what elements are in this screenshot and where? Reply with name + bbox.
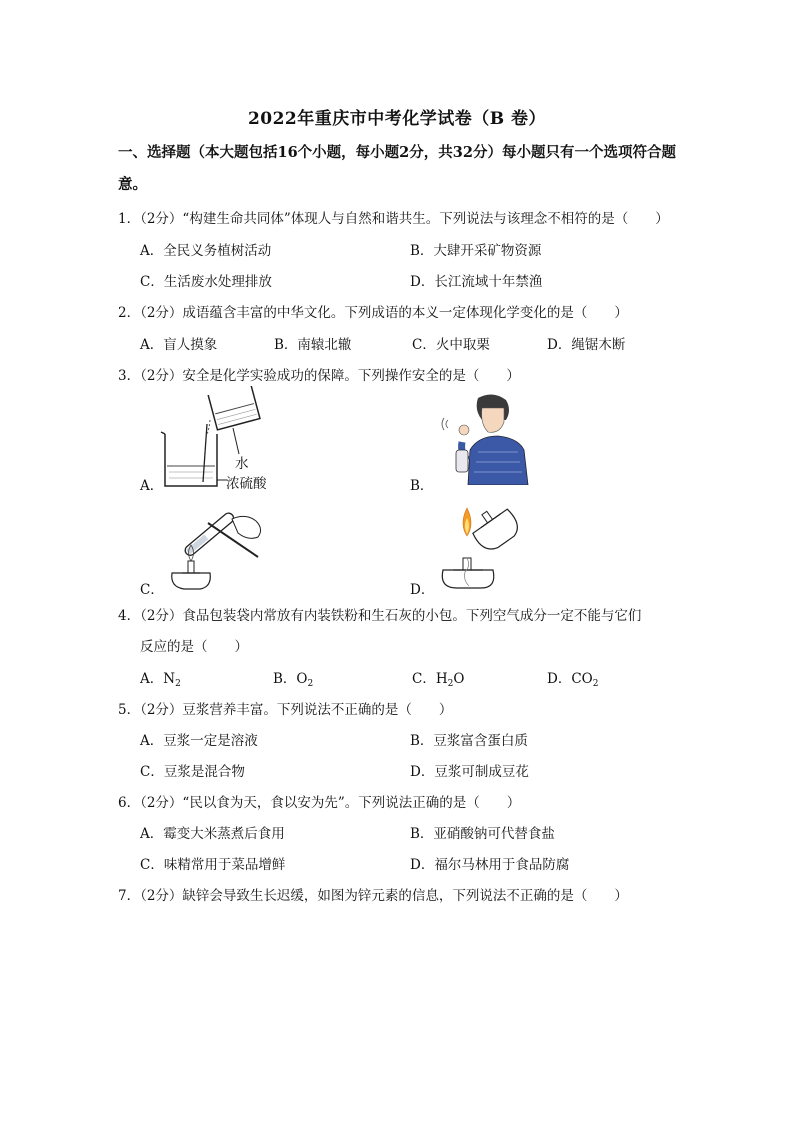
question-2-option-c: C．火中取栗 xyxy=(412,337,490,353)
question-3-stem: 3．（2分）安全是化学实验成功的保障。下列操作安全的是（ ） xyxy=(118,368,520,384)
question-5-option-b: B．豆浆富含蛋白质 xyxy=(410,733,528,749)
question-4-option-c: C．$H_2O$ xyxy=(412,671,465,689)
question-1-option-d: D．长江流域十年禁渔 xyxy=(410,274,543,290)
question-2-option-b: B．南辕北辙 xyxy=(274,337,352,353)
question-5-option-c: C．豆浆是混合物 xyxy=(140,764,245,780)
question-6-option-c: C．味精常用于菜品增鲜 xyxy=(140,857,286,873)
question-5-stem: 5．（2分）豆浆营养丰富。下列说法不正确的是（ ） xyxy=(118,702,453,718)
question-7-stem: 7．（2分）缺锌会导致生长迟缓，如图为锌元素的信息，下列说法不正确的是（ ） xyxy=(118,888,628,904)
question-1-option-c: C．生活废水处理排放 xyxy=(140,274,272,290)
question-4-stem: 4．（2分）食品包装袋内常放有内装铁粉和生石灰的小包。下列空气成分一定不能与它们 xyxy=(118,608,642,624)
question-4-option-b: B．$O_2$ xyxy=(273,671,314,689)
question-1-stem: 1．（2分）“构建生命共同体”体现人与自然和谐共生。下列说法与该理念不相符的是（ ） xyxy=(118,211,669,227)
figure-a-label-acid: 浓硫酸 xyxy=(226,476,267,492)
question-3-option-d: D． xyxy=(410,582,435,598)
question-1-option-a: A．全民义务植树活动 xyxy=(140,243,272,259)
question-1-option-b: B．大肆开采矿物资源 xyxy=(410,243,542,259)
question-3-option-b: B． xyxy=(410,478,434,494)
figure-d-lighting-lamp xyxy=(435,500,535,590)
figure-b-smelling xyxy=(438,390,533,485)
question-3-option-a: A． xyxy=(140,478,164,494)
figure-a-label-water: 水 xyxy=(235,456,249,472)
question-3-option-c: C． xyxy=(140,582,164,598)
question-2-option-a: A．盲人摸象 xyxy=(140,337,218,353)
question-2-option-d: D．绳锯木断 xyxy=(547,337,626,353)
question-6-option-a: A．霉变大米蒸煮后食用 xyxy=(140,826,285,842)
question-6-option-b: B．亚硝酸钠可代替食盐 xyxy=(410,826,555,842)
question-5-option-a: A．豆浆一定是溶液 xyxy=(140,733,258,749)
question-4-stem-cont: 反应的是（ ） xyxy=(140,639,248,655)
question-2-stem: 2．（2分）成语蕴含丰富的中华文化。下列成语的本义一定体现化学变化的是（ ） xyxy=(118,305,628,321)
figure-c-heating-test-tube xyxy=(160,495,270,590)
section-heading: 一、选择题（本大题包括16个小题，每小题2分，共32分）每小题只有一个选项符合题 xyxy=(118,144,676,161)
question-5-option-d: D．豆浆可制成豆花 xyxy=(410,764,529,780)
question-4-option-a: A．$N_2$ xyxy=(140,671,181,689)
question-4-option-d: D．$CO_2$ xyxy=(547,671,599,689)
section-heading-cont: 意。 xyxy=(118,176,147,193)
page-title: 2022年重庆市中考化学试卷（B 卷） xyxy=(247,109,547,129)
question-6-stem: 6．（2分）“民以食为天，食以安为先”。下列说法正确的是（ ） xyxy=(118,795,521,811)
question-6-option-d: D．福尔马林用于食品防腐 xyxy=(410,857,570,873)
